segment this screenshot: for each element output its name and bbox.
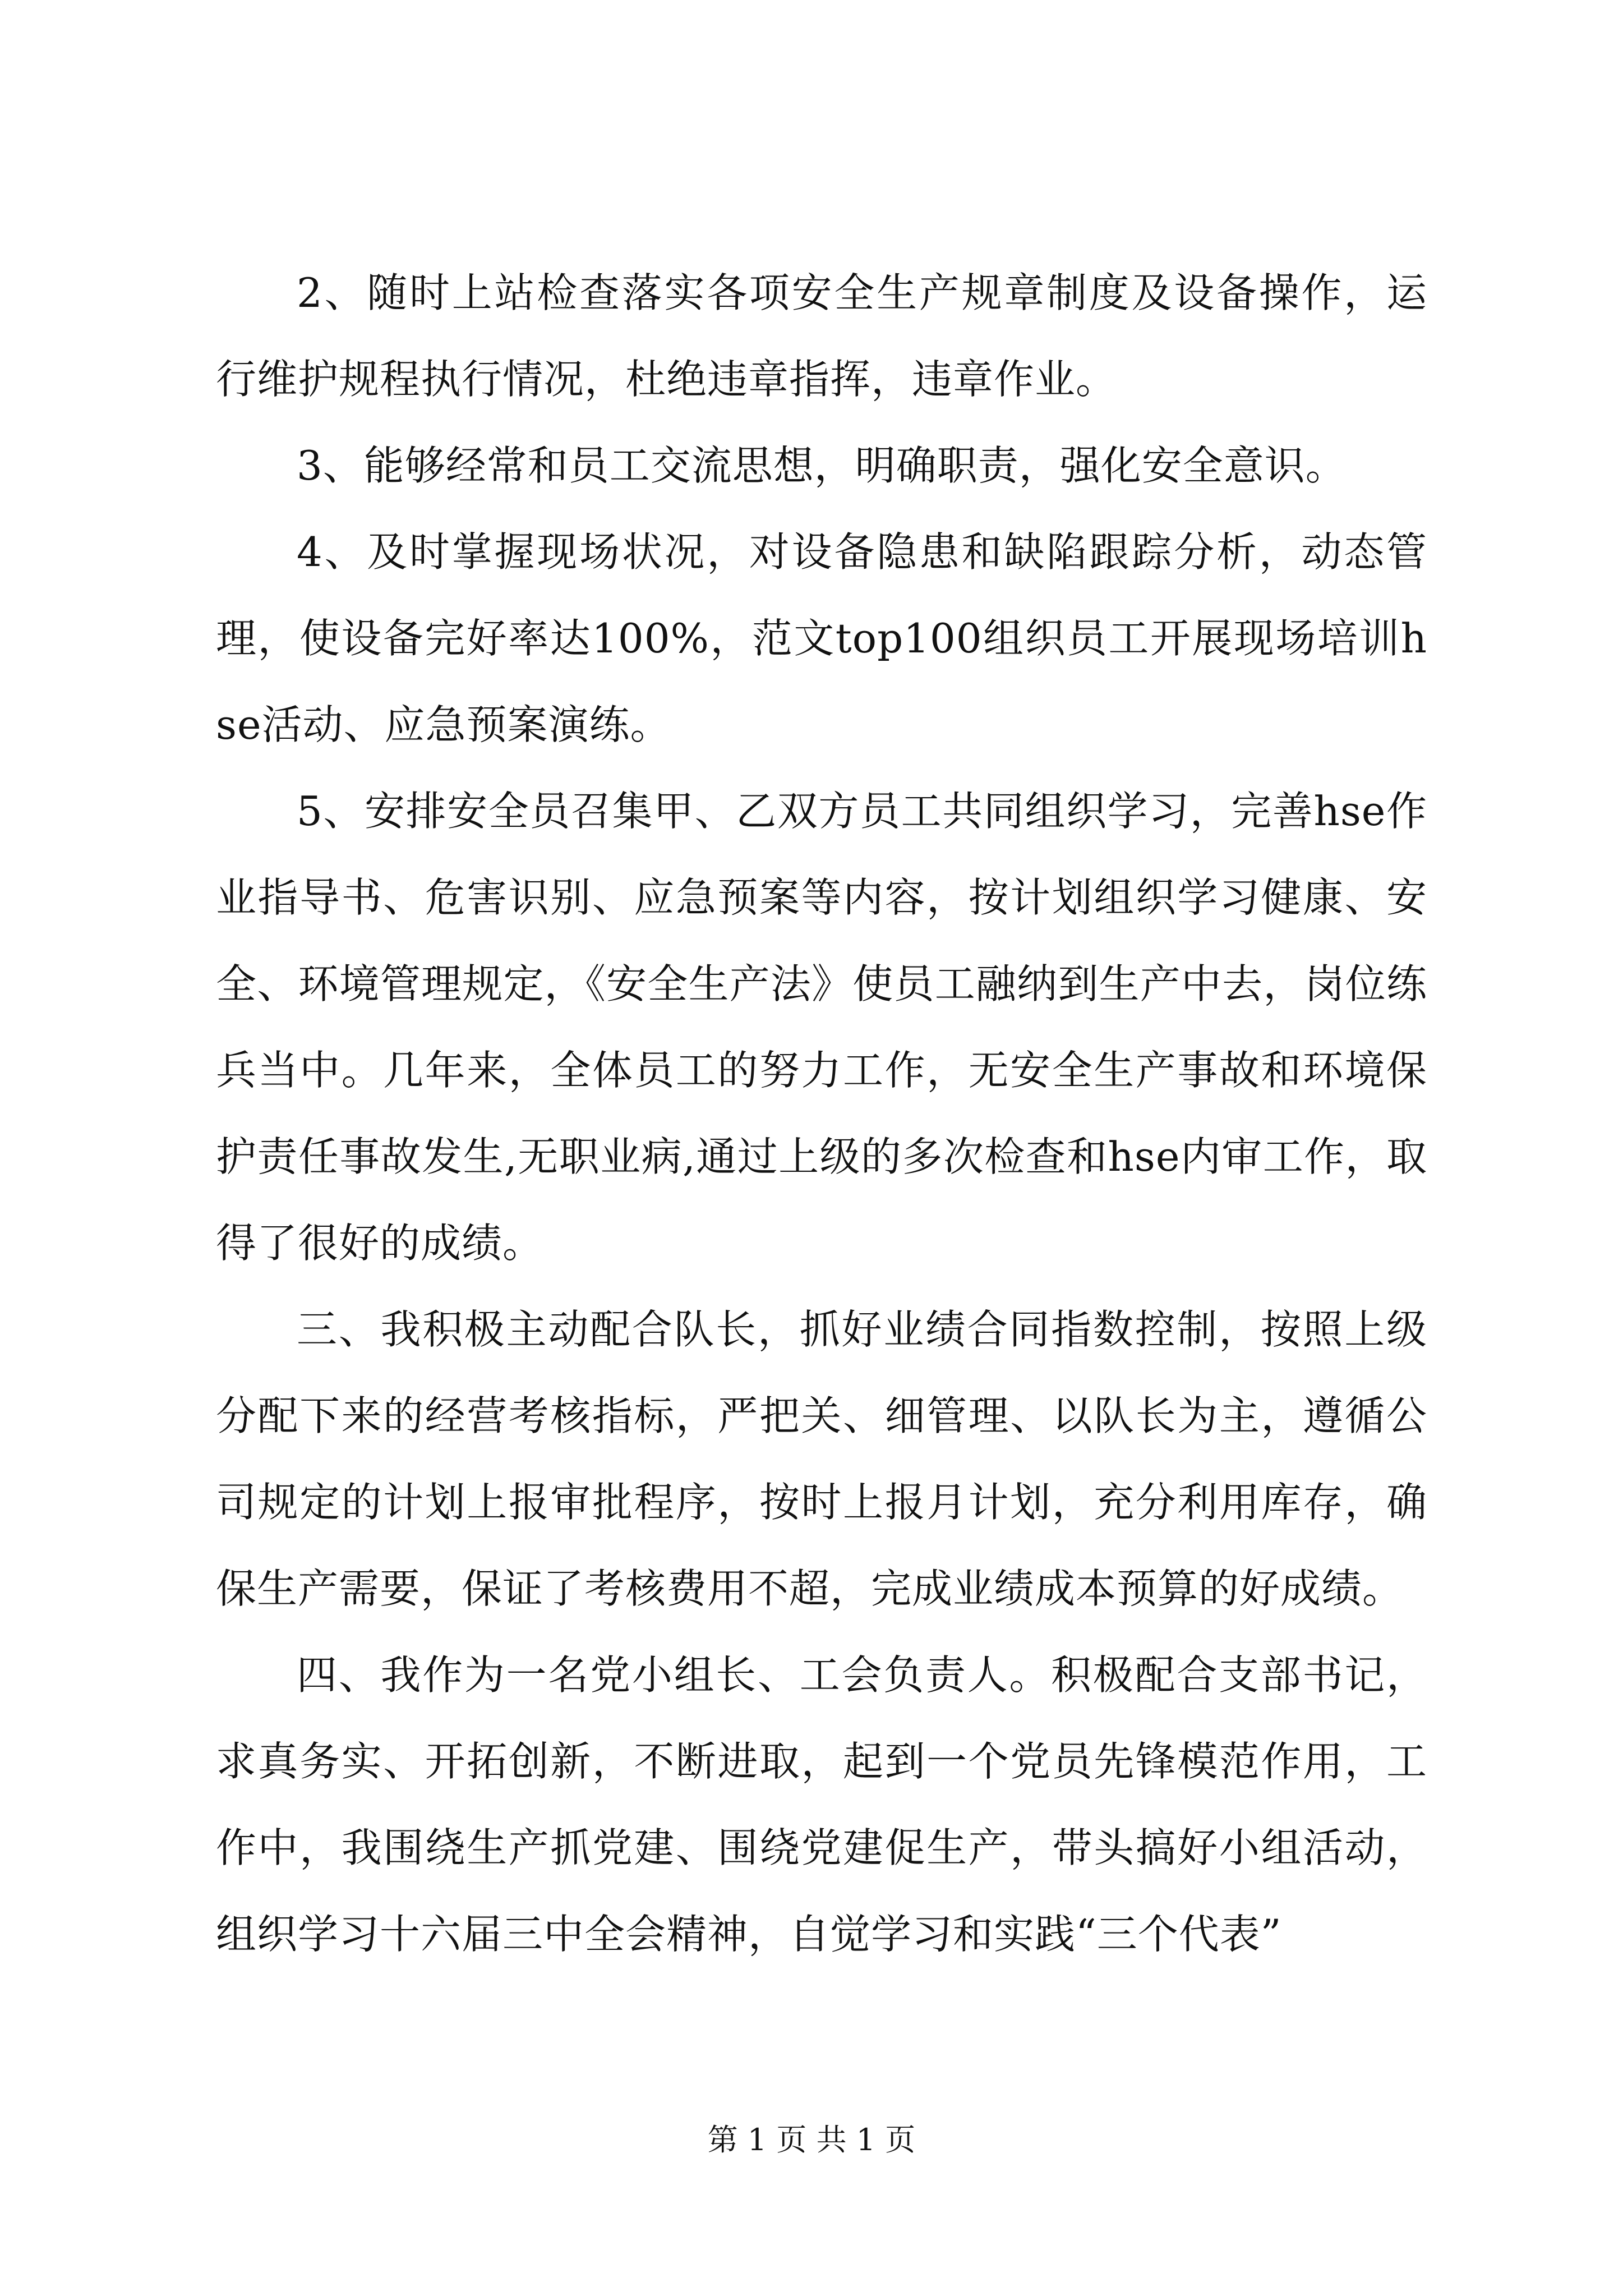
paragraph-safety-inspection: 2、随时上站检查落实各项安全生产规章制度及设备操作，运行维护规程执行情况，杜绝违章指挥，违章作业。 (216, 269, 1427, 403)
paragraph-equipment-management: 4、及时掌握现场状况，对设备隐患和缺陷跟踪分析，动态管理，使设备完好率达100%，范文top100组织员工开展现场培训hse活动、应急预案演练。 (216, 528, 1427, 748)
paragraph-performance-contract: 三、我积极主动配合队长，抓好业绩合同指数控制，按照上级分配下来的经营考核指标，严把关、细管理、以队长为主，遵循公司规定的计划上报审批程序，按时上报月计划，充分利用库存，确保生产需要，保证了考核费用不超，完成业绩成本预算的好成绩。 (216, 1306, 1427, 1612)
paragraph-party-work: 四、我作为一名党小组长、工会负责人。积极配合支部书记，求真务实、开拓创新，不断进取，起到一个党员先锋模范作用，工作中，我围绕生产抓党建、围绕党建促生产，带头搞好小组活动，组织学习十六届三中全会精神，自觉学习和实践“三个代表” (216, 1651, 1427, 1958)
paragraph-staff-communication: 3、能够经常和员工交流思想，明确职责，强化安全意识。 (297, 442, 1347, 489)
paragraph-hse-training: 5、安排安全员召集甲、乙双方员工共同组织学习，完善hse作业指导书、危害识别、应急预案等内容，按计划组织学习健康、安全、环境管理规定，《安全生产法》使员工融纳到生产中去，岗位练兵当中。几年来，全体员工的努力工作，无安全生产事故和环境保护责任事故发生,无职业病,通过上级的多次检查和hse内审工作，取得了很好的成绩。 (216, 788, 1427, 1267)
page-footer: 第 1 页 共 1 页 (707, 2122, 916, 2157)
document-body (216, 250, 1427, 1977)
